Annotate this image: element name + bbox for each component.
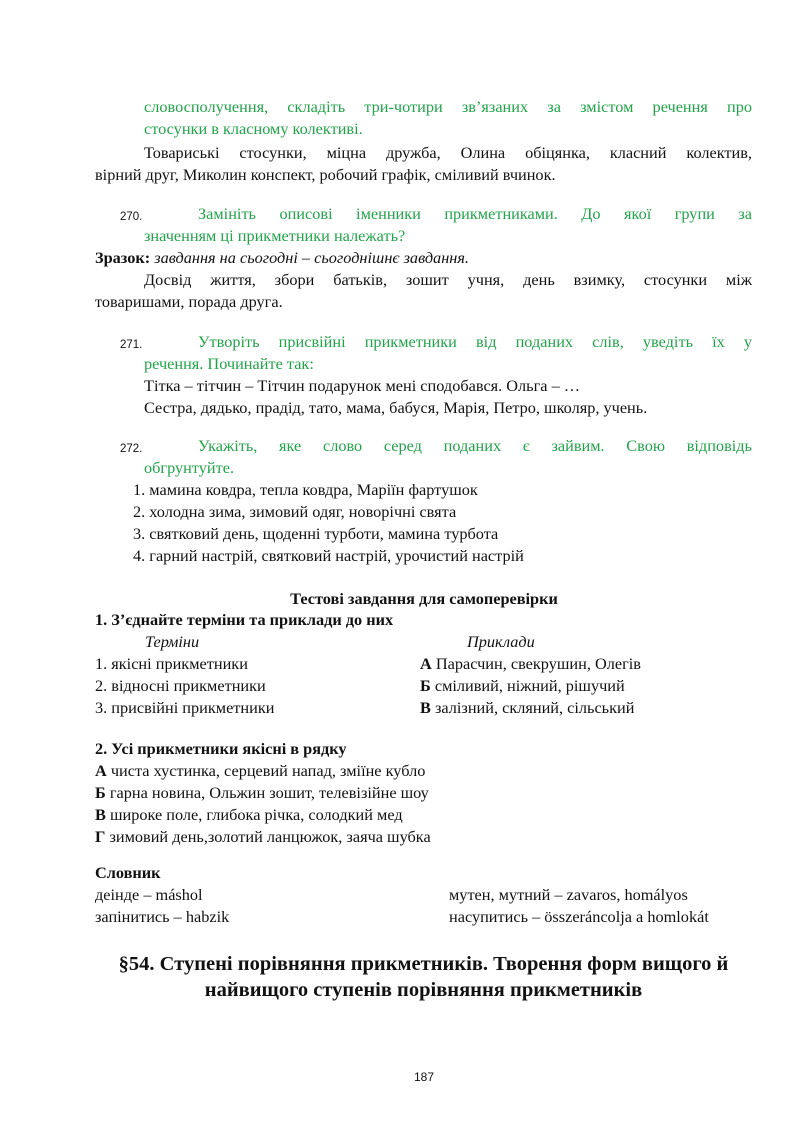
- word-list: Сестра, дядько, прадід, тато, мама, бабуся, Марія, Петро, школяр, учень.: [144, 398, 648, 417]
- glossary-title: Словник: [95, 863, 161, 882]
- exercise-text-line: Досвід життя, збори батьків, зошит учня, день взимку, стосунки між: [144, 270, 752, 289]
- option-letter: Г: [95, 827, 106, 846]
- glossary-entry: запінитись – habzik: [95, 907, 230, 926]
- glossary-entry: насупитись – összeráncolja a homlokát: [449, 907, 709, 926]
- option-text: чиста хустинка, серцевий напад, зміїне кубло: [110, 761, 426, 780]
- task-text-line: Замініть описові іменники прикметниками. До якої групи за: [198, 204, 752, 223]
- exercise-text-line: товаришами, порада друга.: [95, 292, 283, 311]
- task-text-line: обгрунтуйте.: [144, 458, 235, 477]
- example-text-line: Тітка – тітчин – Тітчин подарунок мені сподобався. Ольга – …: [144, 376, 581, 395]
- tests-title: Тестові завдання для самоперевірки: [290, 589, 558, 608]
- example-item: [420, 697, 634, 719]
- example-item: [420, 675, 625, 697]
- task-text-line: словосполучення, складіть три-чотири зв’язаних за змістом речення про: [144, 97, 752, 116]
- option-text: зимовий день,золотий ланцюжок, заяча шубка: [109, 827, 431, 846]
- example-text: Парасчин, свекрушин, Олегів: [435, 654, 641, 673]
- answer-option: [95, 804, 403, 826]
- example-text: залізний, скляний, сільський: [434, 698, 635, 717]
- exercise-number: 270.: [120, 211, 143, 223]
- glossary-entry: мутен, мутний – zavaros, homályos: [449, 885, 688, 904]
- term-item: 3. присвійні прикметники: [95, 698, 275, 717]
- answer-option: [95, 782, 429, 804]
- example-text-line: вірний друг, Миколин конспект, робочий графік, сміливий вчинок.: [95, 165, 556, 184]
- answer-option: [95, 760, 425, 782]
- exercise-number: 271.: [120, 339, 143, 351]
- section-heading-line: найвищого ступенів порівняння прикметників: [204, 979, 643, 1001]
- term-item: 1. якісні прикметники: [95, 654, 248, 673]
- option-text: широке поле, глибока річка, солодкий мед: [109, 805, 403, 824]
- column-header-terms: Терміни: [145, 632, 200, 651]
- example-item: [420, 653, 641, 675]
- answer-option: [95, 826, 431, 848]
- task-text-line: значенням ці прикметники належать?: [144, 226, 406, 245]
- list-item: 1. мамина ковдра, тепла ковдра, Маріїн фартушок: [133, 480, 478, 499]
- exercise-number: 272.: [120, 443, 143, 455]
- section-heading-line: §54. Ступені порівняння прикметників. Творення форм вищого й: [118, 953, 729, 975]
- sample-label: Зразок:: [95, 248, 151, 267]
- list-item: 3. святковий день, щоденні турботи, мамина турбота: [133, 524, 499, 543]
- sample-text: завдання на сьогодні – сьогоднішнє завдання.: [154, 248, 469, 267]
- option-text: гарна новина, Ольжин зошит, телевізійне шоу: [109, 783, 429, 802]
- task-text-line: речення. Починайте так:: [144, 354, 314, 373]
- sample-line: [95, 247, 469, 269]
- glossary-entry: деінде – máshol: [95, 885, 203, 904]
- example-text: сміливий, ніжний, рішучий: [434, 676, 625, 695]
- column-header-examples: Приклади: [467, 632, 535, 651]
- question-title: 1. З’єднайте терміни та приклади до них: [95, 610, 394, 629]
- option-letter: В: [95, 805, 106, 824]
- option-letter: А: [95, 761, 107, 780]
- question-title: 2. Усі прикметники якісні в рядку: [95, 739, 347, 758]
- option-letter: А: [420, 654, 432, 673]
- list-item: 4. гарний настрій, святковий настрій, урочистий настрій: [133, 546, 524, 565]
- section-heading: [95, 951, 752, 1003]
- option-letter: Б: [420, 676, 431, 695]
- list-item: 2. холодна зима, зимовий одяг, новорічні свята: [133, 502, 457, 521]
- task-text-line: стосунки в класному колективі.: [144, 119, 363, 138]
- example-text-line: Товариські стосунки, міцна дружба, Олина обіцянка, класний колектив,: [144, 143, 752, 162]
- task-text-line: Укажіть, яке слово серед поданих є зайвим. Свою відповідь: [198, 436, 752, 455]
- page-number: 187: [413, 1070, 435, 1084]
- option-letter: Б: [95, 783, 106, 802]
- option-letter: В: [420, 698, 431, 717]
- term-item: 2. відносні прикметники: [95, 676, 266, 695]
- task-text-line: Утворіть присвійні прикметники від поданих слів, уведіть їх у: [198, 332, 752, 351]
